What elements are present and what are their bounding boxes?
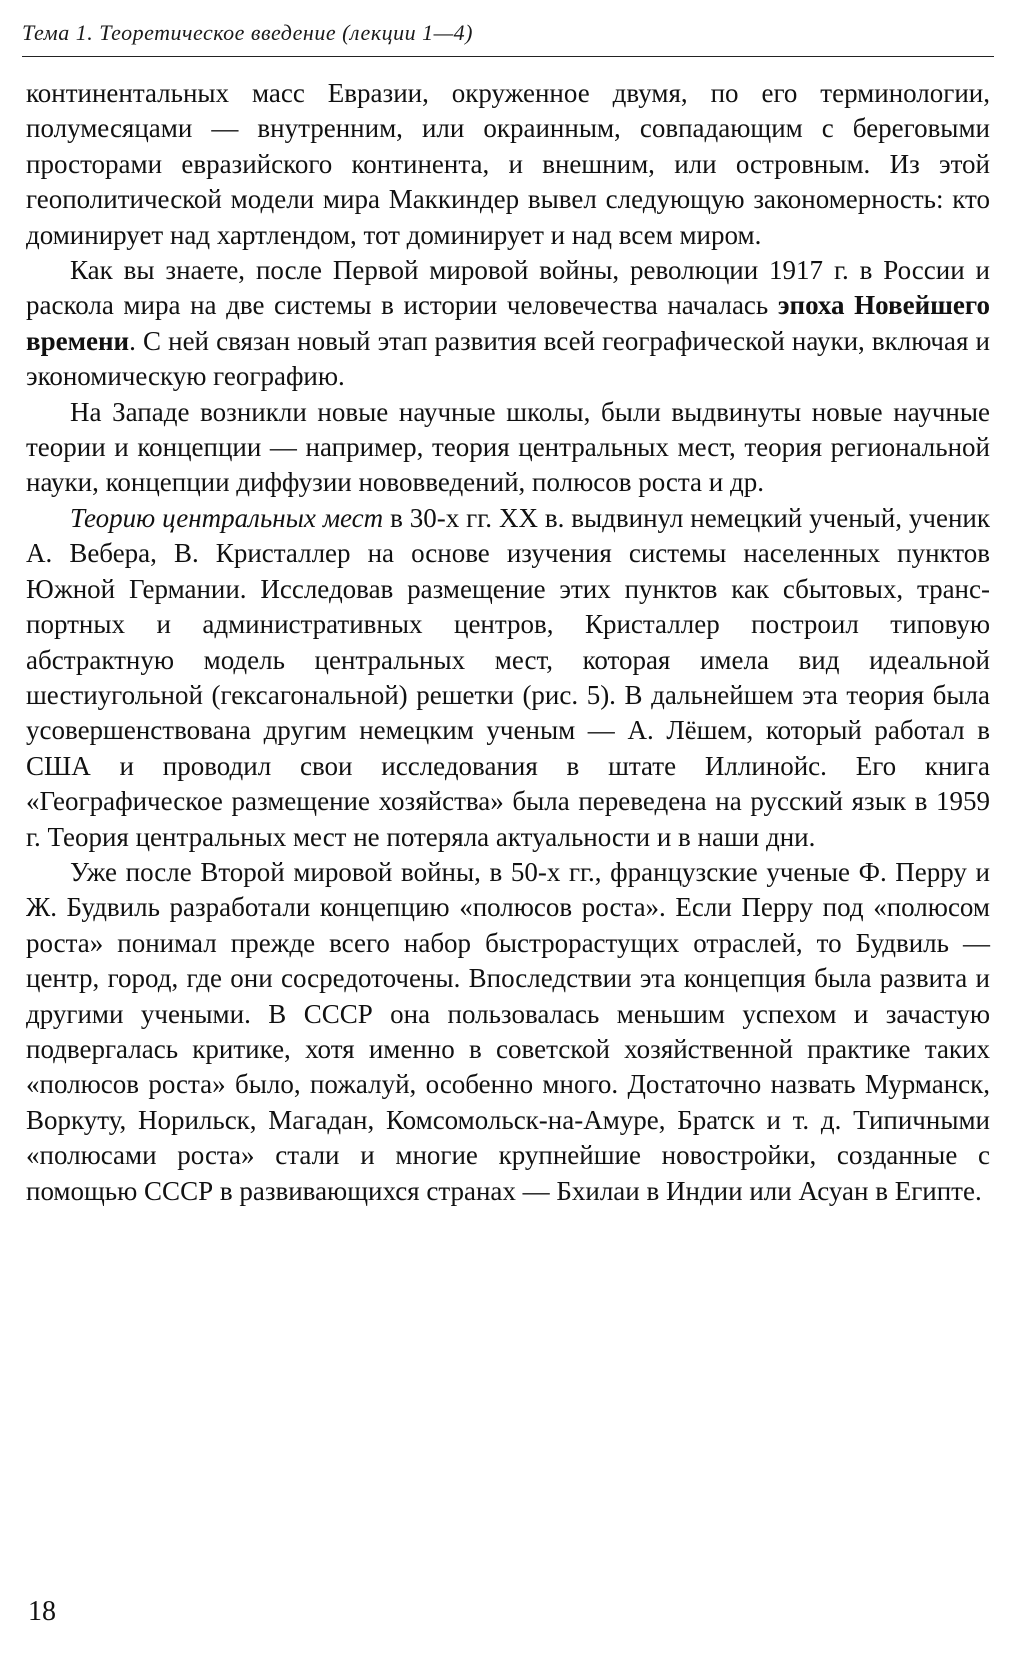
- paragraph-1: континентальных масс Евразии, окруженное двумя, по его терминологии, полумесяцами — внутренним, или окраинным, совпадающим с береговыми просторами евразийского континента, и внешним, или островным. Из этой геополитической модели мира Маккиндер вывел следующую закономерность: кто доминирует над хартлендом, тот доминирует и над всем миром.: [26, 78, 990, 250]
- paragraph-4: [26, 501, 990, 855]
- running-header: Тема 1. Теоретическое введение (лекции 1—4): [22, 20, 473, 45]
- header-rule: [22, 56, 994, 57]
- paragraph-5: Уже после Второй мировой войны, в 50-х гг., французские ученые Ф. Перру и Ж. Будвиль разработали концепцию «полюсов роста». Если Перру под «полюсом роста» понимал прежде всего набор быстрорастущих отраслей, то Будвиль — центр, город, где они сосредоточены. Впоследствии эта концепция была развита и другими учеными. В СССР она пользовалась меньшим успехом и зачастую подвергалась критике, хотя именно в советской хозяйственной практике таких «полюсов роста» было, пожалуй, особенно много. Достаточно назвать Мурманск, Воркуту, Норильск, Магадан, Комсомольск-на-Амуре, Братск и т. д. Типичными «полюсами роста» стали и многие крупнейшие новостройки, созданные с помощью СССР в развивающихся странах — Бхилаи в Индии или Асуан в Египте.: [26, 856, 990, 1206]
- paragraph-2-text-start: Как вы знаете, после Первой мировой войны, революции 1917 г. в России и раскола мира на две системы в истории человечества началась: [26, 255, 990, 321]
- page-body: [26, 76, 990, 1209]
- paragraph-2-bold-term: эпоха Новейшего времени: [26, 290, 990, 356]
- paragraph-4-text: в 30-х гг. XX в. выдвинул немецкий ученый, ученик А. Вебера, В. Кристаллер на основе изучения системы населенных пунктов Южной Германии. Исследовав размещение этих пунктов как сбытовых, транспортных и административных центров, Кристаллер построил типовую абстрактную модель центральных мест, которая имела вид идеальной шестиугольной (гексагональной) решетки (рис. 5). В дальнейшем эта теория была усовершенствована другим немецким ученым — А. Лёшем, который работал в США и проводил свои исследования в штате Иллинойс. Его книга «Географическое размещение хозяйства» была переведена на русский язык в 1959 г. Теория центральных мест не потеряла актуальности и в наши дни.: [26, 502, 990, 852]
- page-number: 18: [28, 1596, 56, 1627]
- paragraph-4-italic-term: Теорию центральных мест: [70, 502, 384, 533]
- paragraph-3: На Западе возникли новые научные школы, были выдвинуты новые научные теории и концепции — например, теория центральных мест, теория региональной науки, концепции диффузии нововведений, полюсов роста и др.: [26, 396, 990, 498]
- paragraph-2: [26, 253, 990, 395]
- paragraph-2-text-end: . С ней связан новый этап развития всей географической науки, включая и экономическую географию.: [26, 325, 990, 392]
